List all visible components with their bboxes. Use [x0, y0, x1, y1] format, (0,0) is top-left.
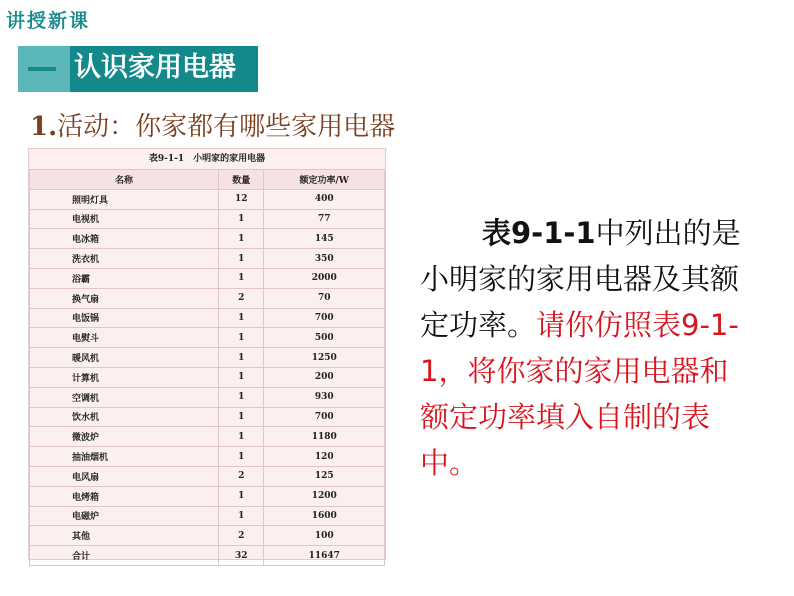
cell-quantity: 1: [218, 348, 263, 368]
cell-quantity: 1: [218, 328, 263, 348]
activity-text: 活动：你家都有哪些家用电器: [57, 112, 396, 142]
explanation-task: 请你仿照表9-1-1，将你家的家用电器和额定功率填入自制的表中。: [420, 308, 739, 480]
table-row: [30, 466, 385, 486]
cell-power: 1600: [264, 506, 385, 526]
cell-quantity: 1: [218, 367, 263, 387]
cell-name: 换气扇: [30, 288, 219, 308]
table-row: [30, 447, 385, 467]
table-row: [30, 526, 385, 546]
table-row: [30, 288, 385, 308]
cell-quantity: 1: [218, 308, 263, 328]
cell-quantity: 1: [218, 268, 263, 288]
cell-name: 洗衣机: [30, 249, 219, 269]
cell-quantity: 1: [218, 209, 263, 229]
table-row: [30, 486, 385, 506]
cell-power: 2000: [264, 268, 385, 288]
section-label: 讲授新课: [6, 10, 91, 32]
cell-name: 照明灯具: [30, 189, 219, 209]
cell-power: 1250: [264, 348, 385, 368]
cell-quantity: 1: [218, 447, 263, 467]
table-row: [30, 249, 385, 269]
table-row: [30, 268, 385, 288]
cell-quantity: 32: [218, 546, 263, 566]
table-row: [30, 427, 385, 447]
cell-quantity: 2: [218, 526, 263, 546]
table-row: [30, 209, 385, 229]
cell-power: 500: [264, 328, 385, 348]
cell-quantity: 1: [218, 506, 263, 526]
cell-name: 其他: [30, 526, 219, 546]
cell-quantity: 1: [218, 387, 263, 407]
cell-power: 350: [264, 249, 385, 269]
cell-quantity: 1: [218, 249, 263, 269]
cell-quantity: 2: [218, 466, 263, 486]
cell-quantity: 1: [218, 229, 263, 249]
cell-power: 1200: [264, 486, 385, 506]
cell-quantity: 12: [218, 189, 263, 209]
cell-name: 电磁炉: [30, 506, 219, 526]
cell-power: 77: [264, 209, 385, 229]
table-row: [30, 546, 385, 566]
cell-name: 暖风机: [30, 348, 219, 368]
table-row: [30, 328, 385, 348]
activity-number: 1.: [30, 112, 58, 142]
table-caption: 表9-1-1 小明家的家用电器: [29, 149, 385, 169]
table-row: [30, 348, 385, 368]
cell-power: 11647: [264, 546, 385, 566]
table-row: [30, 407, 385, 427]
cell-power: 120: [264, 447, 385, 467]
cell-name: 电风扇: [30, 466, 219, 486]
cell-name: 电饭锅: [30, 308, 219, 328]
cell-quantity: 1: [218, 486, 263, 506]
table-row: [30, 367, 385, 387]
cell-name: 浴霸: [30, 268, 219, 288]
cell-name: 空调机: [30, 387, 219, 407]
column-header-power: 额定功率/W: [264, 170, 385, 190]
cell-power: 930: [264, 387, 385, 407]
table-row: [30, 506, 385, 526]
table-reference: 表9-1-1: [482, 216, 596, 250]
cell-quantity: 1: [218, 427, 263, 447]
cell-power: 400: [264, 189, 385, 209]
cell-name: 合计: [30, 546, 219, 566]
cell-power: 100: [264, 526, 385, 546]
table-header-row: [30, 170, 385, 190]
cell-name: 电冰箱: [30, 229, 219, 249]
explanation-text: [420, 210, 755, 486]
minus-icon: [18, 46, 70, 92]
cell-quantity: 2: [218, 288, 263, 308]
cell-name: 计算机: [30, 367, 219, 387]
cell-power: 700: [264, 308, 385, 328]
cell-power: 1180: [264, 427, 385, 447]
cell-name: 电视机: [30, 209, 219, 229]
cell-power: 700: [264, 407, 385, 427]
cell-name: 电烤箱: [30, 486, 219, 506]
column-header-name: 名称: [30, 170, 219, 190]
explanation-part1: 中列出的是小明家的家用电器及其额定功率。: [420, 216, 741, 342]
cell-power: 200: [264, 367, 385, 387]
column-header-quantity: 数量: [218, 170, 263, 190]
cell-quantity: 1: [218, 407, 263, 427]
appliance-table-container: [28, 148, 386, 563]
activity-heading: [30, 106, 395, 143]
table-body: [30, 189, 385, 565]
slide-title: 认识家用电器: [74, 52, 236, 83]
cell-power: 70: [264, 288, 385, 308]
table-row: [30, 387, 385, 407]
cell-name: 微波炉: [30, 427, 219, 447]
cell-power: 125: [264, 466, 385, 486]
cell-name: 抽油烟机: [30, 447, 219, 467]
cell-name: 饮水机: [30, 407, 219, 427]
cell-power: 145: [264, 229, 385, 249]
cell-name: 电熨斗: [30, 328, 219, 348]
table-row: [30, 189, 385, 209]
appliance-table: [29, 149, 385, 566]
table-row: [30, 229, 385, 249]
table-row: [30, 308, 385, 328]
